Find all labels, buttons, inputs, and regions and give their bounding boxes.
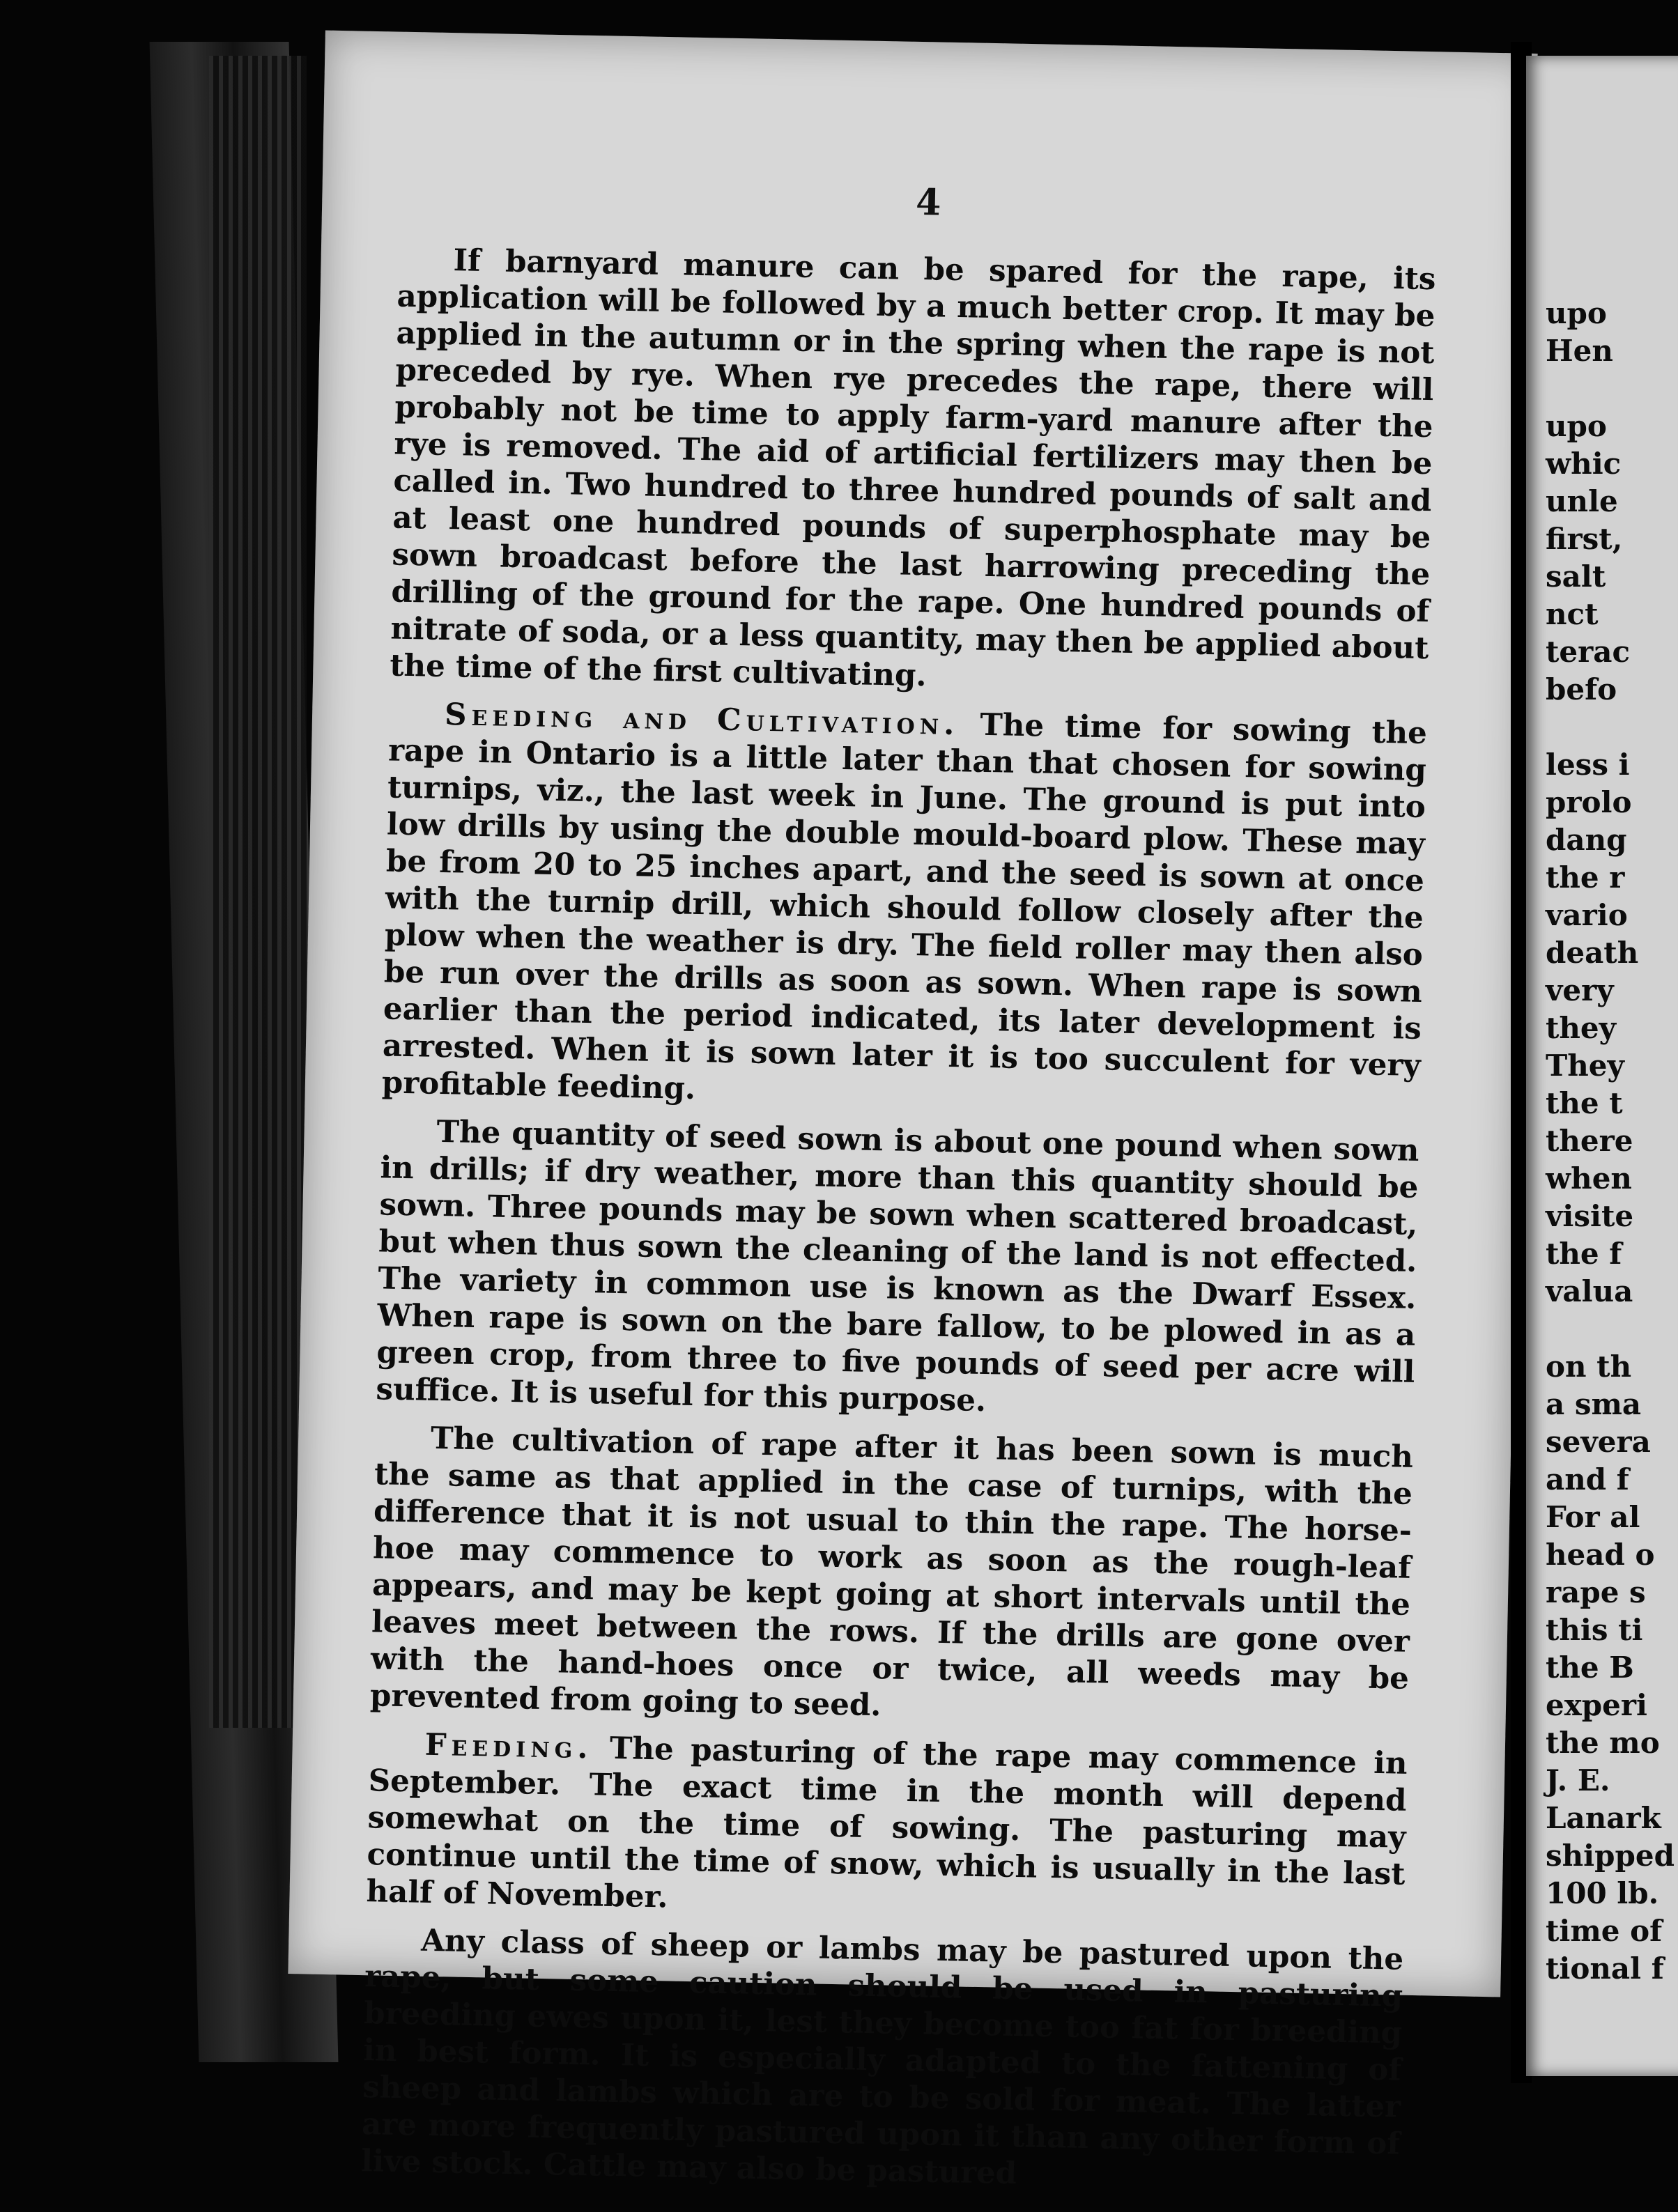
- paragraph-sheep: Any class of sheep or lambs may be pastured upon the rape, but some caution should be used in pasturing breeding ewes upon it, lest they become too fat for breeding in best form. It is especially adapted to the fattening of sheep and lambs which are to be sold for meat. The latter are more frequently pastured upon it than any other form of live stock. Cattle may also be pastured: [360, 1922, 1404, 2192]
- right-page-line: upo: [1546, 296, 1607, 330]
- right-page-line: this ti: [1546, 1613, 1643, 1647]
- paragraph-seeding: [381, 695, 1427, 1120]
- right-page-line: They: [1546, 1049, 1624, 1083]
- right-page-line: vario: [1546, 898, 1628, 932]
- right-page-line: prolo: [1546, 785, 1632, 819]
- right-page-line: befo: [1546, 672, 1617, 706]
- right-page-line: shipped: [1546, 1839, 1675, 1873]
- section-heading-feeding: Feeding.: [424, 1726, 594, 1766]
- right-page-line: the f: [1546, 1237, 1622, 1271]
- right-page-line: time of: [1546, 1914, 1663, 1948]
- right-page-line: on th: [1546, 1349, 1632, 1384]
- right-page-line: the mo: [1546, 1726, 1660, 1760]
- right-page-fragment: [1526, 56, 1678, 2076]
- right-page-line: death: [1546, 936, 1639, 970]
- right-page-line: the t: [1546, 1086, 1623, 1120]
- right-page-line: when: [1546, 1161, 1632, 1196]
- right-page-line: first,: [1546, 522, 1623, 556]
- right-page-line: nct: [1546, 597, 1599, 631]
- right-page-line: Hen: [1546, 334, 1613, 368]
- paragraph-feeding: [366, 1725, 1408, 1930]
- right-page-line: experi: [1546, 1688, 1647, 1722]
- right-page-line: less i: [1546, 748, 1630, 782]
- right-page-line: the r: [1546, 860, 1625, 895]
- right-page-line: and f: [1546, 1462, 1629, 1496]
- right-page-line: upo: [1546, 409, 1607, 443]
- right-page-line: whic: [1546, 447, 1622, 481]
- paragraph-manure: If barnyard manure can be spared for the rape, its application will be followed by a much better crop. It may be applied in the autumn or in the spring when the rape is not preceded by rye. When rye precedes the rape, there will probably not be time to apply farm-yard manure after the rye is removed. The aid of artificial fertilizers may then be called in. Two hundred to three hundred pounds of salt and at least one hundred pounds of superphosphate may be sown broadcast before the last harrowing preceding the drilling of the ground for the rape. One hundred pounds of nitrate of soda, or a less quantity, may then be applied about the time of the first cultivating.: [389, 242, 1436, 694]
- right-page-line: visite: [1546, 1199, 1634, 1233]
- right-page-line: unle: [1546, 484, 1618, 518]
- paragraph-cultivation: The cultivation of rape after it has been sown is much the same as that applied in the case of turnips, with the difference that it is not usual to thin the rape. The horse-hoe may commence to work as soon as the rough-leaf appears, and may be kept going at short intervals until the leaves meet between the rows. If the drills are gone over with the hand-hoes once or twice, all weeds may be prevented from going to seed.: [369, 1420, 1414, 1724]
- right-page-line: 100 lb.: [1546, 1876, 1659, 1910]
- right-page-line: salt: [1546, 559, 1606, 594]
- left-page: [288, 31, 1537, 2192]
- section-heading-seeding: Seeding and Cultivation.: [444, 697, 960, 743]
- right-page-line: terac: [1546, 635, 1631, 669]
- body-text: [360, 241, 1435, 2211]
- paragraph-seeding-text: The time for sowing the rape in Ontario is a little later than that chosen for sowing turnips, viz., the last week in June. The ground is put into low drills by using the double mould-board plow. These may be from 20 to 25 inches apart, and the seed is sown at once with the turnip drill, which should follow closely after the plow when the weather is dry. The field roller may then also be run over the drills as soon as sown. When rape is sown earlier than the period indicated, its later development is arrested. When it is sown later it is too succulent for very profitable feeding.: [381, 706, 1428, 1107]
- right-page-line: the B: [1546, 1650, 1634, 1685]
- right-page-line: very: [1546, 973, 1614, 1007]
- right-page-line: tional f: [1546, 1951, 1664, 1986]
- right-page-line: rape s: [1546, 1575, 1646, 1609]
- right-page-line: valua: [1546, 1274, 1633, 1308]
- paragraph-seed-quantity: The quantity of seed sown is about one pound when sown in drills; if dry weather, more than this quantity should be sown. Three pounds may be sown when scattered broadcast, but when thus sown the cleaning of the land is not effected. The variety in common use is known as the Dwarf Essex. When rape is sown on the bare fallow, to be plowed in as a green crop, from three to five pounds of seed per acre will suffice. It is useful for this purpose.: [376, 1113, 1419, 1419]
- paragraph-feeding-text: The pasturing of the rape may commence in September. The exact time in the month will depend somewhat on the time of sowing. The pasturing may continue until the time of snow, which is usually in the last half of November.: [366, 1730, 1408, 1915]
- right-page-line: J. E.: [1546, 1763, 1610, 1797]
- right-page-line: there: [1546, 1124, 1633, 1158]
- right-page-line: For al: [1546, 1500, 1640, 1534]
- page-number: 4: [915, 180, 942, 224]
- right-page-line: severa: [1546, 1425, 1651, 1459]
- right-page-line: dang: [1546, 823, 1627, 857]
- right-page-line: they: [1546, 1011, 1617, 1045]
- right-page-line: head o: [1546, 1538, 1655, 1572]
- right-page-line: Lanark: [1546, 1801, 1661, 1835]
- page-stack-edge: [209, 56, 307, 1728]
- right-page-line: a sma: [1546, 1387, 1642, 1421]
